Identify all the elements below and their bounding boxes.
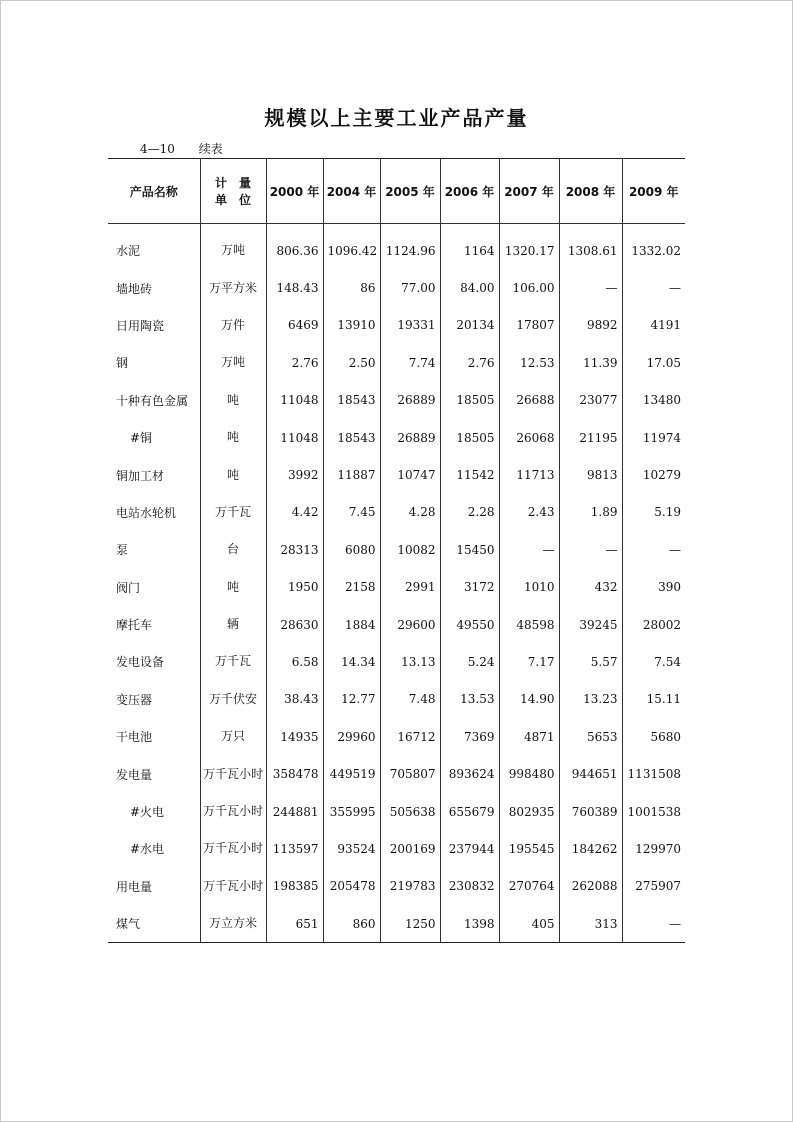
value-cell: 5.19: [622, 494, 685, 531]
header-year: 2006 年: [440, 159, 499, 224]
header-unit-line2: 单 位: [214, 193, 251, 207]
value-cell: 1884: [323, 606, 380, 643]
value-cell: —: [499, 531, 559, 568]
value-cell: 11048: [266, 419, 323, 456]
value-cell: 11048: [266, 382, 323, 419]
value-cell: 505638: [380, 793, 440, 830]
product-name-cell: 铜加工材: [116, 468, 165, 483]
value-cell: 29960: [323, 718, 380, 755]
header-unit: [200, 159, 266, 224]
value-cell: 148.43: [266, 269, 323, 306]
value-cell: 1320.17: [499, 224, 559, 270]
value-cell: 38.43: [266, 681, 323, 718]
table-row: [108, 905, 685, 943]
value-cell: 7.74: [380, 344, 440, 381]
product-name-cell: 日用陶瓷: [116, 318, 165, 333]
value-cell: 49550: [440, 606, 499, 643]
value-cell: 7.17: [499, 643, 559, 680]
value-cell: 200169: [380, 830, 440, 867]
value-cell: 390: [622, 569, 685, 606]
value-cell: 219783: [380, 868, 440, 905]
unit-cell: 万千瓦小时: [200, 755, 266, 792]
value-cell: 5653: [559, 718, 622, 755]
value-cell: 17.05: [622, 344, 685, 381]
value-cell: 93524: [323, 830, 380, 867]
value-cell: 13480: [622, 382, 685, 419]
value-cell: 5680: [622, 718, 685, 755]
value-cell: 48598: [499, 606, 559, 643]
value-cell: 26889: [380, 382, 440, 419]
unit-cell: 万只: [200, 718, 266, 755]
value-cell: 3172: [440, 569, 499, 606]
value-cell: 13.13: [380, 643, 440, 680]
unit-cell: 万千伏安: [200, 681, 266, 718]
unit-cell: 万千瓦小时: [200, 830, 266, 867]
value-cell: 2.43: [499, 494, 559, 531]
value-cell: 230832: [440, 868, 499, 905]
value-cell: 19331: [380, 307, 440, 344]
value-cell: —: [622, 531, 685, 568]
value-cell: 10279: [622, 456, 685, 493]
value-cell: 7.54: [622, 643, 685, 680]
table-row: [108, 681, 685, 718]
value-cell: 13910: [323, 307, 380, 344]
product-name-cell: 阀门: [116, 580, 141, 595]
value-cell: 2.50: [323, 344, 380, 381]
value-cell: 1096.42: [323, 224, 380, 270]
value-cell: 275907: [622, 868, 685, 905]
value-cell: 1164: [440, 224, 499, 270]
value-cell: 944651: [559, 755, 622, 792]
table-body: [108, 224, 685, 943]
value-cell: 10747: [380, 456, 440, 493]
continued-label: 续表: [198, 142, 223, 156]
value-cell: 18543: [323, 382, 380, 419]
value-cell: 11.39: [559, 344, 622, 381]
product-name-cell: 发电设备: [116, 655, 165, 670]
value-cell: 806.36: [266, 224, 323, 270]
product-name-cell: #水电: [130, 842, 165, 857]
product-name-cell: 泵: [116, 543, 129, 558]
value-cell: 4871: [499, 718, 559, 755]
value-cell: 6469: [266, 307, 323, 344]
value-cell: 358478: [266, 755, 323, 792]
value-cell: 11713: [499, 456, 559, 493]
value-cell: 655679: [440, 793, 499, 830]
value-cell: 14.90: [499, 681, 559, 718]
value-cell: 4.28: [380, 494, 440, 531]
value-cell: 3992: [266, 456, 323, 493]
header-year: 2009 年: [622, 159, 685, 224]
product-name-cell: 墙地砖: [116, 281, 153, 296]
table-row: [108, 793, 685, 830]
value-cell: 15.11: [622, 681, 685, 718]
value-cell: 9892: [559, 307, 622, 344]
value-cell: 5.24: [440, 643, 499, 680]
value-cell: 2.76: [266, 344, 323, 381]
value-cell: 17807: [499, 307, 559, 344]
table-row: [108, 419, 685, 456]
value-cell: 449519: [323, 755, 380, 792]
value-cell: 26688: [499, 382, 559, 419]
value-cell: 6080: [323, 531, 380, 568]
unit-cell: 万千瓦: [200, 494, 266, 531]
value-cell: 11542: [440, 456, 499, 493]
value-cell: 28630: [266, 606, 323, 643]
value-cell: 106.00: [499, 269, 559, 306]
value-cell: 4.42: [266, 494, 323, 531]
table-row: [108, 224, 685, 270]
table-row: [108, 494, 685, 531]
header-year: 2005 年: [380, 159, 440, 224]
value-cell: 262088: [559, 868, 622, 905]
value-cell: 244881: [266, 793, 323, 830]
unit-cell: 吨: [200, 419, 266, 456]
value-cell: 7369: [440, 718, 499, 755]
table-row: [108, 269, 685, 306]
header-year: 2007 年: [499, 159, 559, 224]
product-name-cell: 变压器: [116, 692, 153, 707]
value-cell: 29600: [380, 606, 440, 643]
header-unit-line1: 计 量: [214, 176, 251, 190]
unit-cell: 万千瓦: [200, 643, 266, 680]
value-cell: 18505: [440, 419, 499, 456]
unit-cell: 万千瓦小时: [200, 868, 266, 905]
value-cell: 1131508: [622, 755, 685, 792]
value-cell: 313: [559, 905, 622, 943]
page-title: 规模以上主要工业产品产量: [264, 106, 529, 130]
value-cell: 195545: [499, 830, 559, 867]
value-cell: 1124.96: [380, 224, 440, 270]
unit-cell: 万吨: [200, 344, 266, 381]
value-cell: 705807: [380, 755, 440, 792]
value-cell: 12.77: [323, 681, 380, 718]
table-header-row: [108, 159, 685, 224]
value-cell: 893624: [440, 755, 499, 792]
product-name-cell: 水泥: [116, 244, 141, 259]
header-year: 2008 年: [559, 159, 622, 224]
product-name-cell: 电站水轮机: [116, 505, 177, 520]
unit-cell: 万千瓦小时: [200, 793, 266, 830]
table-row: [108, 718, 685, 755]
unit-cell: 吨: [200, 569, 266, 606]
value-cell: 1950: [266, 569, 323, 606]
value-cell: 129970: [622, 830, 685, 867]
unit-cell: 吨: [200, 382, 266, 419]
value-cell: 1398: [440, 905, 499, 943]
value-cell: 4191: [622, 307, 685, 344]
value-cell: 11974: [622, 419, 685, 456]
value-cell: 23077: [559, 382, 622, 419]
table-row: [108, 344, 685, 381]
table-row: [108, 830, 685, 867]
value-cell: 802935: [499, 793, 559, 830]
table-row: [108, 382, 685, 419]
table-row: [108, 868, 685, 905]
header-year: 2004 年: [323, 159, 380, 224]
table-row: [108, 531, 685, 568]
unit-cell: 吨: [200, 456, 266, 493]
table-row: [108, 643, 685, 680]
value-cell: 2991: [380, 569, 440, 606]
unit-cell: 辆: [200, 606, 266, 643]
table-row: [108, 755, 685, 792]
value-cell: 77.00: [380, 269, 440, 306]
value-cell: 1010: [499, 569, 559, 606]
table-row: [108, 606, 685, 643]
value-cell: 18543: [323, 419, 380, 456]
value-cell: 86: [323, 269, 380, 306]
value-cell: 39245: [559, 606, 622, 643]
value-cell: 14935: [266, 718, 323, 755]
value-cell: —: [622, 269, 685, 306]
unit-cell: 台: [200, 531, 266, 568]
product-name-cell: 用电量: [116, 879, 153, 894]
value-cell: 84.00: [440, 269, 499, 306]
value-cell: —: [622, 905, 685, 943]
table-row: [108, 307, 685, 344]
header-year: 2000 年: [266, 159, 323, 224]
value-cell: 15450: [440, 531, 499, 568]
product-name-cell: 干电池: [116, 730, 153, 745]
table-row: [108, 456, 685, 493]
value-cell: 5.57: [559, 643, 622, 680]
value-cell: 1.89: [559, 494, 622, 531]
product-name-cell: 钢: [116, 356, 129, 371]
product-name-cell: 摩托车: [116, 618, 153, 633]
value-cell: 2.76: [440, 344, 499, 381]
value-cell: —: [559, 531, 622, 568]
product-name-cell: #铜: [130, 431, 153, 446]
value-cell: 860: [323, 905, 380, 943]
value-cell: 14.34: [323, 643, 380, 680]
value-cell: 13.23: [559, 681, 622, 718]
value-cell: —: [559, 269, 622, 306]
value-cell: 760389: [559, 793, 622, 830]
value-cell: 16712: [380, 718, 440, 755]
value-cell: 198385: [266, 868, 323, 905]
value-cell: 998480: [499, 755, 559, 792]
unit-cell: 万平方米: [200, 269, 266, 306]
value-cell: 270764: [499, 868, 559, 905]
value-cell: 237944: [440, 830, 499, 867]
value-cell: 1332.02: [622, 224, 685, 270]
value-cell: 113597: [266, 830, 323, 867]
unit-cell: 万吨: [200, 224, 266, 270]
value-cell: 28002: [622, 606, 685, 643]
header-product: 产品名称: [108, 159, 200, 224]
value-cell: 7.48: [380, 681, 440, 718]
value-cell: 20134: [440, 307, 499, 344]
value-cell: 205478: [323, 868, 380, 905]
value-cell: 13.53: [440, 681, 499, 718]
product-name-cell: 发电量: [116, 767, 153, 782]
production-table: [108, 158, 685, 943]
value-cell: 405: [499, 905, 559, 943]
value-cell: 184262: [559, 830, 622, 867]
table-caption: [140, 140, 223, 157]
value-cell: 7.45: [323, 494, 380, 531]
value-cell: 28313: [266, 531, 323, 568]
value-cell: 21195: [559, 419, 622, 456]
value-cell: 355995: [323, 793, 380, 830]
product-name-cell: 煤气: [116, 917, 141, 932]
value-cell: 12.53: [499, 344, 559, 381]
table-number: 4—10: [140, 142, 175, 156]
value-cell: 2.28: [440, 494, 499, 531]
value-cell: 6.58: [266, 643, 323, 680]
value-cell: 9813: [559, 456, 622, 493]
value-cell: 432: [559, 569, 622, 606]
product-name-cell: #火电: [130, 805, 165, 820]
value-cell: 1308.61: [559, 224, 622, 270]
value-cell: 1001538: [622, 793, 685, 830]
value-cell: 11887: [323, 456, 380, 493]
unit-cell: 万立方米: [200, 905, 266, 943]
value-cell: 10082: [380, 531, 440, 568]
value-cell: 1250: [380, 905, 440, 943]
value-cell: 2158: [323, 569, 380, 606]
product-name-cell: 十种有色金属: [116, 393, 189, 408]
value-cell: 26889: [380, 419, 440, 456]
table-row: [108, 569, 685, 606]
value-cell: 26068: [499, 419, 559, 456]
unit-cell: 万件: [200, 307, 266, 344]
value-cell: 651: [266, 905, 323, 943]
value-cell: 18505: [440, 382, 499, 419]
